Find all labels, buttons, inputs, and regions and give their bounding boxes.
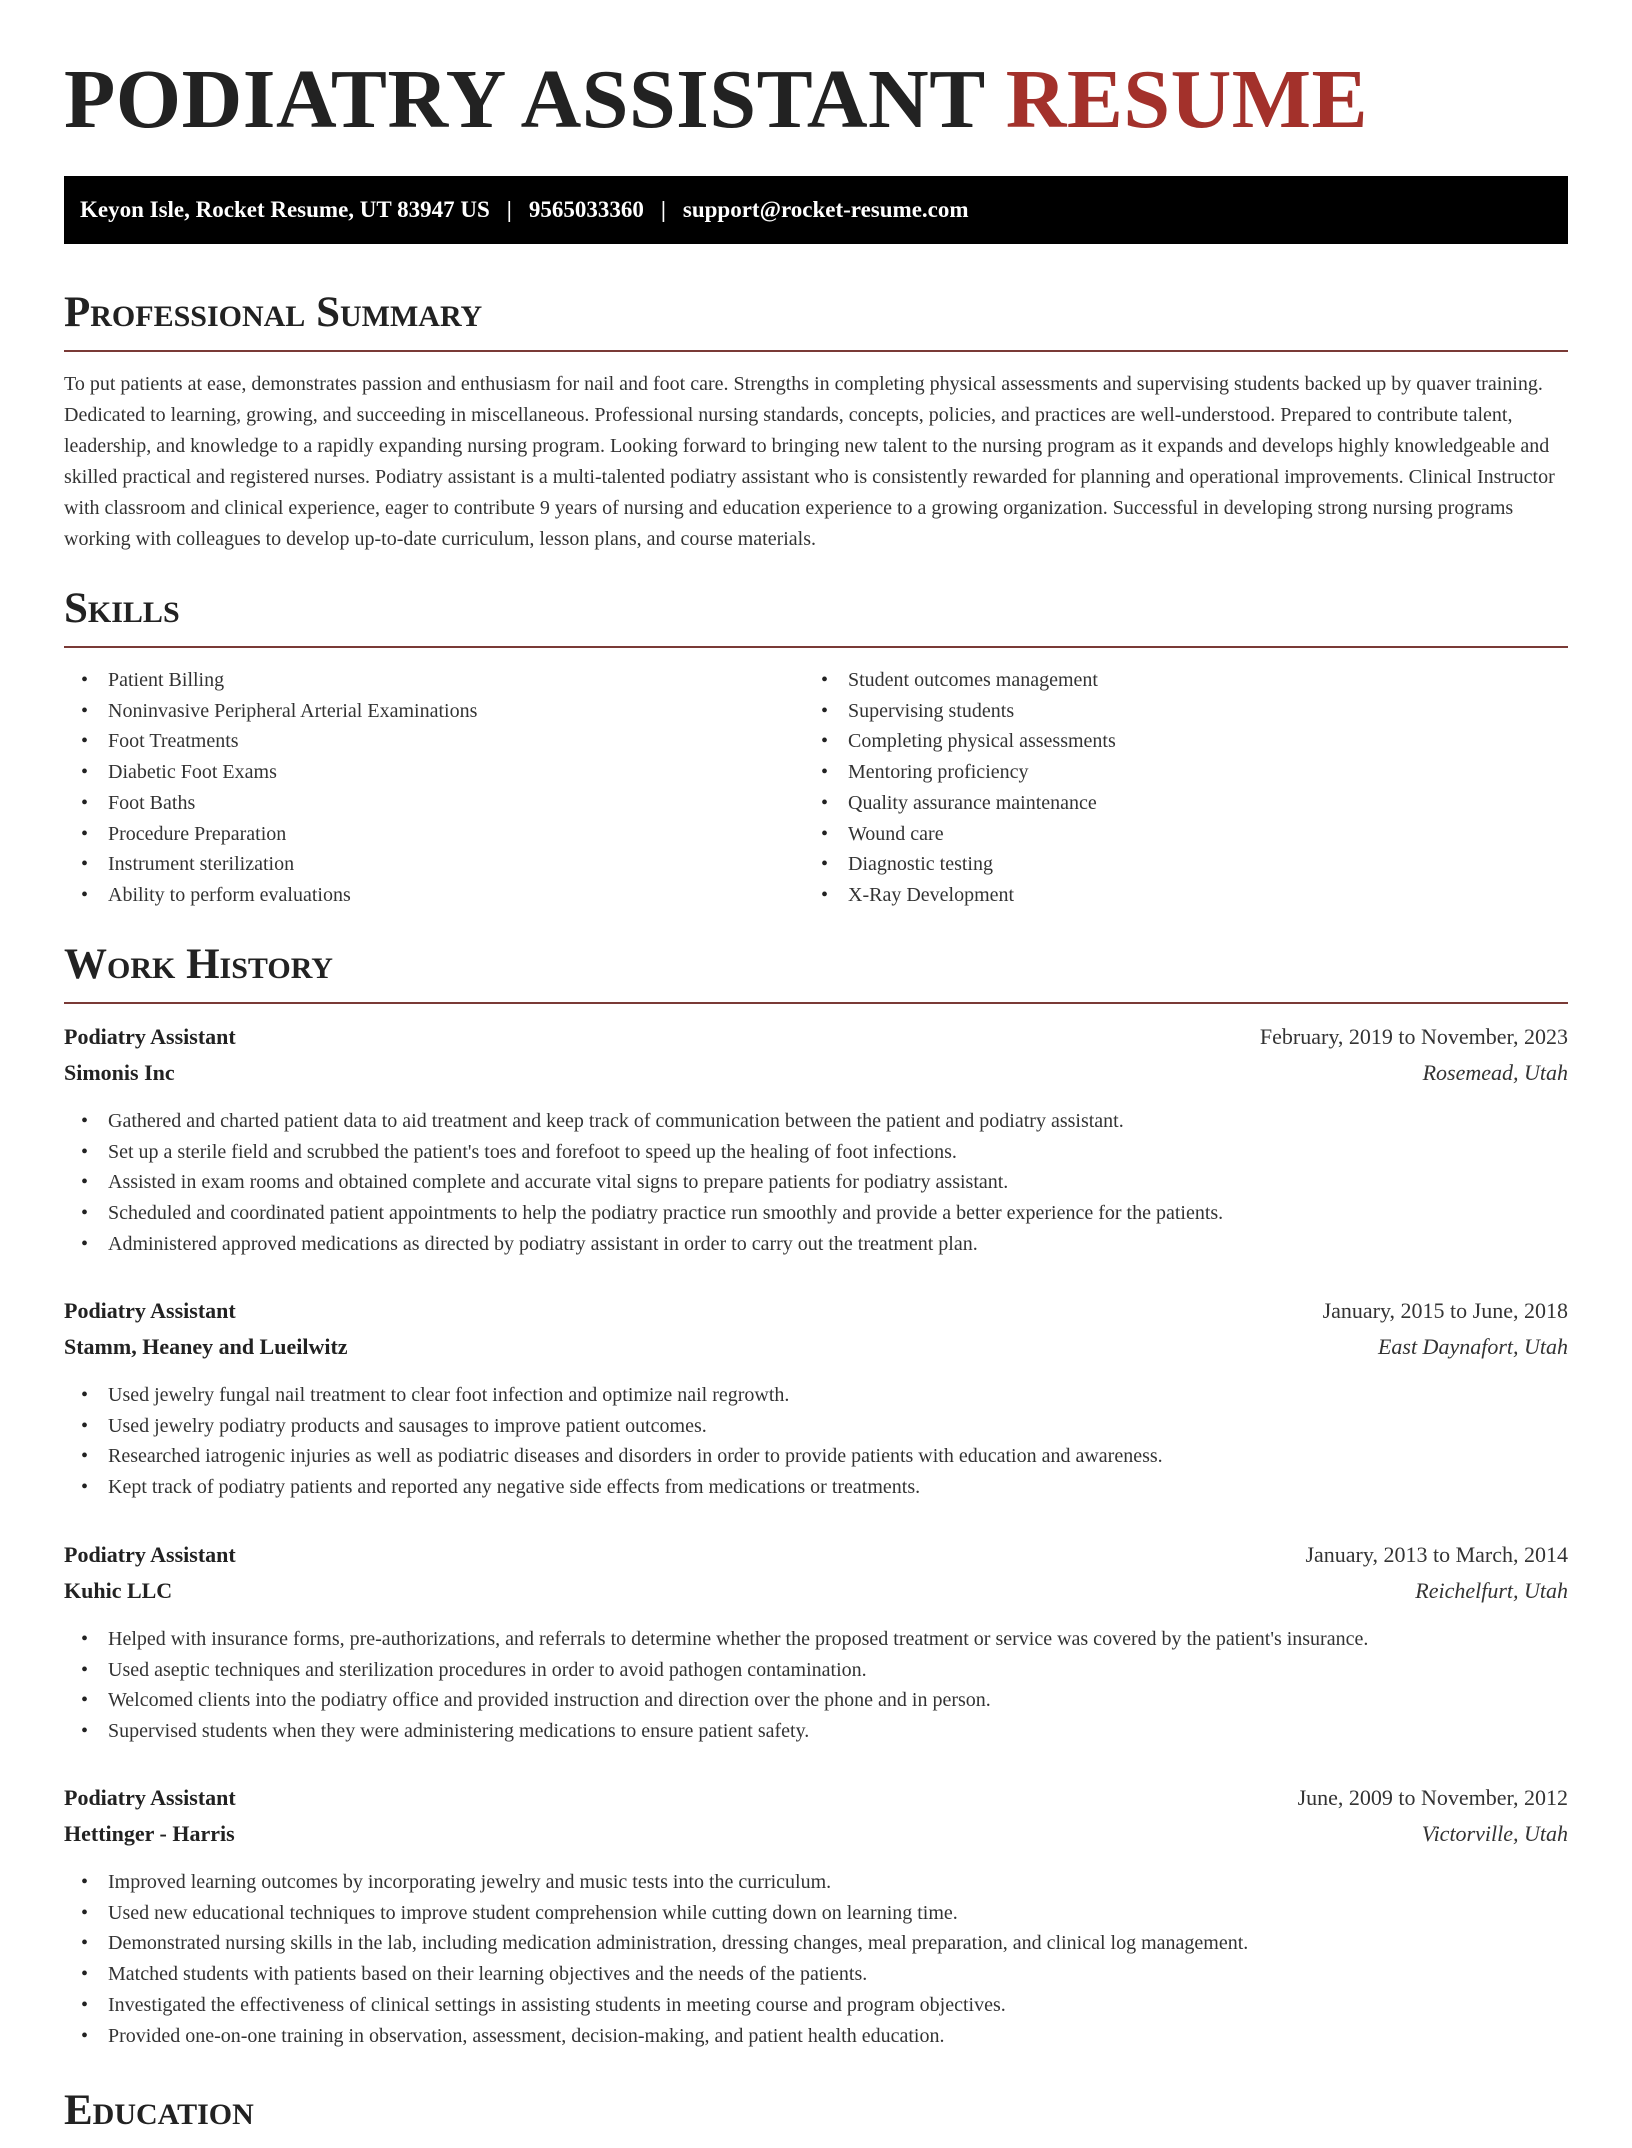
job-entry — [64, 1298, 1568, 1503]
job-dates: February, 2019 to November, 2023 — [1259, 1024, 1568, 1049]
job-bullet: • Assisted in exam rooms and obtained complete and accurate vital signs to prepare patients for podiatry assistant. — [64, 1167, 1568, 1198]
job-location: Reichelfurt, Utah — [1415, 1578, 1568, 1603]
skills-list-left — [64, 665, 784, 911]
contact-phone: 9565033360 — [528, 197, 644, 222]
job-location: Victorville, Utah — [1421, 1821, 1568, 1846]
job-bullet: • Kept track of podiatry patients and reported any negative side effects from medications or treatments. — [64, 1472, 1568, 1503]
job-title: Podiatry Assistant — [64, 1542, 236, 1567]
summary-text: To put patients at ease, demonstrates passion and enthusiasm for nail and foot care. Strengths in completing physical assessments and supervising students backed up by quaver training. Dedicated to learning, growing, and succeeding in miscellaneous. Professional nursing standards, concepts, policies, and practices are well-understood. Prepared to contribute talent, leadership, and knowledge to a rapidly expanding nursing program. Looking forward to bringing new talent to the nursing program as it expands and develops highly knowledgeable and skilled practical and registered nurses. Podiatry assistant is a multi-talented podiatry assistant who is consistently rewarded for planning and operational improvements. Clinical Instructor with classroom and clinical experience, eager to contribute 9 years of nursing and education experience to a growing organization. Successful in developing strong nursing programs working with colleagues to develop up-to-date curriculum, lesson plans, and course materials. — [64, 373, 1555, 550]
skill-item: • Foot Baths — [64, 788, 784, 819]
job-dates: January, 2015 to June, 2018 — [1322, 1298, 1568, 1323]
contact-bar — [64, 176, 1568, 244]
skill-item: • Procedure Preparation — [64, 819, 784, 850]
skill-item: • Completing physical assessments — [804, 726, 1524, 757]
job-bullet: • Used new educational techniques to improve student comprehension while cutting down on learning time. — [64, 1898, 1568, 1929]
contact-email: support@rocket-resume.com — [682, 197, 969, 222]
job-bullet: • Improved learning outcomes by incorporating jewelry and music tests into the curriculum. — [64, 1867, 1568, 1898]
skill-item: • Instrument sterilization — [64, 849, 784, 880]
job-bullet: • Helped with insurance forms, pre-authorizations, and referrals to determine whether the proposed treatment or service was covered by the patient's insurance. — [64, 1624, 1568, 1655]
job-company: Kuhic LLC — [64, 1578, 173, 1603]
job-title: Podiatry Assistant — [64, 1024, 236, 1049]
skill-item: • Noninvasive Peripheral Arterial Examinations — [64, 696, 784, 727]
job-bullet: • Investigated the effectiveness of clinical settings in assisting students in meeting course and program objectives. — [64, 1990, 1568, 2021]
skill-item: • Ability to perform evaluations — [64, 880, 784, 911]
skill-item: • Wound care — [804, 819, 1524, 850]
job-entry — [64, 1024, 1568, 1260]
summary-heading: Professional Summary — [64, 291, 1568, 352]
job-bullet: • Provided one-on-one training in observation, assessment, decision-making, and patient health education. — [64, 2021, 1568, 2052]
job-bullet: • Used jewelry fungal nail treatment to clear foot infection and optimize nail regrowth. — [64, 1380, 1568, 1411]
skills-heading: Skills — [64, 587, 1568, 648]
skill-item: • X-Ray Development — [804, 880, 1524, 911]
skill-item: • Patient Billing — [64, 665, 784, 696]
skills-list-right — [804, 665, 1524, 911]
job-location: East Daynafort, Utah — [1377, 1334, 1568, 1359]
job-company: Hettinger - Harris — [64, 1821, 235, 1846]
skill-item: • Student outcomes management — [804, 665, 1524, 696]
job-bullet: • Used jewelry podiatry products and sausages to improve patient outcomes. — [64, 1411, 1568, 1442]
resume-title — [64, 54, 1368, 146]
skill-item: • Diagnostic testing — [804, 849, 1524, 880]
job-bullet: • Gathered and charted patient data to aid treatment and keep track of communication between the patient and podiatry assistant. — [64, 1106, 1568, 1137]
job-bullets — [64, 1106, 1568, 1260]
contact-separator: | — [506, 197, 512, 222]
job-bullet: • Set up a sterile field and scrubbed the patient's toes and forefoot to speed up the healing of foot infections. — [64, 1137, 1568, 1168]
title-accent: RESUME — [1005, 53, 1369, 146]
job-bullets — [64, 1624, 1568, 1747]
work-history-heading: Work History — [64, 943, 1568, 1004]
job-entry — [64, 1542, 1568, 1747]
job-bullet: • Supervised students when they were administering medications to ensure patient safety. — [64, 1716, 1568, 1747]
skill-item: • Supervising students — [804, 696, 1524, 727]
job-bullets — [64, 1380, 1568, 1503]
job-entry — [64, 1785, 1568, 2051]
job-bullet: • Scheduled and coordinated patient appointments to help the podiatry practice run smoothly and provide a better experience for the patients. — [64, 1198, 1568, 1229]
job-bullet: • Matched students with patients based on their learning objectives and the needs of the patients. — [64, 1959, 1568, 1990]
contact-separator: | — [660, 197, 666, 222]
job-bullet: • Welcomed clients into the podiatry office and provided instruction and direction over the phone and in person. — [64, 1685, 1568, 1716]
job-dates: January, 2013 to March, 2014 — [1305, 1542, 1568, 1567]
job-company: Simonis Inc — [64, 1060, 175, 1085]
job-bullet: • Researched iatrogenic injuries as well as podiatric diseases and disorders in order to provide patients with education and awareness. — [64, 1441, 1568, 1472]
job-bullet: • Administered approved medications as directed by podiatry assistant in order to carry out the treatment plan. — [64, 1229, 1568, 1260]
job-title: Podiatry Assistant — [64, 1785, 236, 1810]
job-bullet: • Used aseptic techniques and sterilization procedures in order to avoid pathogen contamination. — [64, 1655, 1568, 1686]
contact-address: Keyon Isle, Rocket Resume, UT 83947 US — [80, 197, 490, 222]
job-bullet: • Demonstrated nursing skills in the lab, including medication administration, dressing changes, meal preparation, and clinical log management. — [64, 1928, 1568, 1959]
title-main: PODIATRY ASSISTANT — [64, 53, 985, 146]
job-company: Stamm, Heaney and Lueilwitz — [64, 1334, 348, 1359]
job-dates: June, 2009 to November, 2012 — [1297, 1785, 1568, 1810]
job-location: Rosemead, Utah — [1422, 1060, 1568, 1085]
skill-item: • Foot Treatments — [64, 726, 784, 757]
skill-item: • Mentoring proficiency — [804, 757, 1524, 788]
skill-item: • Quality assurance maintenance — [804, 788, 1524, 819]
job-title: Podiatry Assistant — [64, 1298, 236, 1323]
education-heading: Education — [64, 2087, 254, 2134]
job-bullets — [64, 1867, 1568, 2051]
skill-item: • Diabetic Foot Exams — [64, 757, 784, 788]
